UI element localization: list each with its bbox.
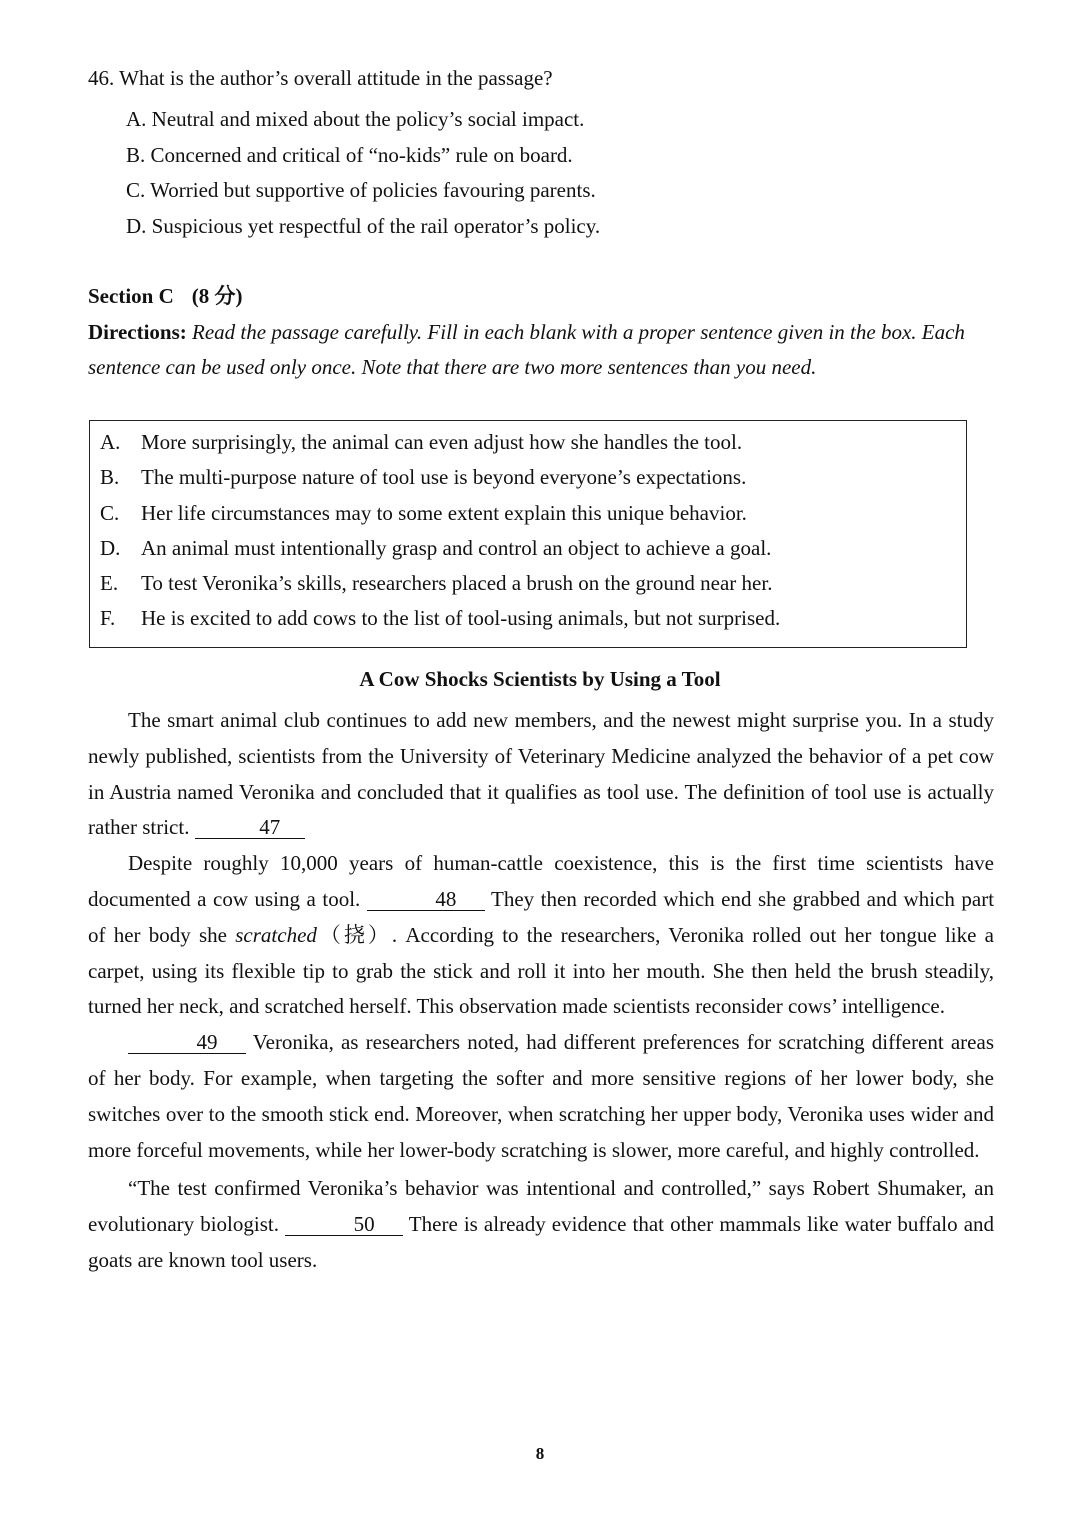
box-option-letter: E. xyxy=(100,571,119,596)
box-option-letter: D. xyxy=(100,535,121,560)
box-option-text: He is excited to add cows to the list of tool-using animals, but not surprised. xyxy=(141,606,781,631)
directions xyxy=(88,315,998,385)
passage-title: A Cow Shocks Scientists by Using a Tool xyxy=(359,667,721,691)
box-option xyxy=(100,496,966,531)
section-points: (8 分) xyxy=(191,284,243,308)
paragraph-2 xyxy=(88,846,994,1025)
paragraph-2-text-b: They then recorded which end she grabbed and which part of her body she xyxy=(88,886,995,947)
box-option-text: Her life circumstances may to some extent explain this unique behavior. xyxy=(141,500,747,525)
sentence-options-box xyxy=(89,420,967,648)
option-a: A. Neutral and mixed about the policy’s social impact. xyxy=(126,107,585,131)
option-d: D. Suspicious yet respectful of the rail operator’s policy. xyxy=(126,213,601,238)
paragraph-1 xyxy=(88,703,994,846)
blank-50: 50 xyxy=(285,1213,403,1236)
passage-body xyxy=(88,703,994,1279)
paragraph-2-text-c: . According to the researchers, Veronika rolled out her tongue like a carpet, using its flexible tip to grab the stick and roll it into her mouth. She then held the brush steadily, turned her neck, and scratched herself. This observation made scientists reconsider cows’ intelligence. xyxy=(88,922,994,1019)
box-option xyxy=(100,531,966,566)
blank-47: 47 xyxy=(195,816,305,839)
box-option xyxy=(100,460,966,495)
section-c-heading xyxy=(88,280,243,310)
box-option xyxy=(100,425,966,460)
box-option-text: More surprisingly, the animal can even adjust how she handles the tool. xyxy=(141,430,743,454)
paragraph-3 xyxy=(88,1025,994,1168)
paragraph-2-text-a: Despite roughly 10,000 years of human-cattle coexistence, this is the first time scientists have documented a cow using a tool. xyxy=(88,851,994,911)
box-option-text: The multi-purpose nature of tool use is beyond everyone’s expectations. xyxy=(141,465,747,490)
section-title: Section C xyxy=(88,284,174,308)
box-option-letter: B. xyxy=(100,465,120,490)
option-b: B. Concerned and critical of “no-kids” rule on board. xyxy=(126,142,573,167)
box-option-text: An animal must intentionally grasp and control an object to achieve a goal. xyxy=(141,535,772,560)
question-46-options xyxy=(126,102,600,244)
paragraph-4-text-a: “The test confirmed Veronika’s behavior was intentional and controlled,” says Robert Shumaker, an evolutionary biologist. xyxy=(88,1176,994,1237)
directions-label: Directions: xyxy=(88,320,187,344)
italic-word: scratched xyxy=(235,922,317,947)
blank-49: 49 xyxy=(128,1031,246,1054)
page-number: 8 xyxy=(535,1444,545,1463)
paragraph-1-text: The smart animal club continues to add new members, and the newest might surprise you. In a study newly published, scientists from the University of Veterinary Medicine analyzed the behavior of a pet cow in Austria named Veronika and concluded that it qualifies as tool use. The definition of tool use is actually rather strict. xyxy=(88,708,994,840)
box-option-letter: F. xyxy=(100,606,116,631)
chinese-gloss: （挠） xyxy=(316,922,392,947)
box-option xyxy=(100,566,966,601)
paragraph-4 xyxy=(88,1171,994,1278)
paragraph-3-text: Veronika, as researchers noted, had different preferences for scratching different areas of her body. For example, when targeting the softer and more sensitive regions of her lower body, she switches over to the smooth stick end. Moreover, when scratching her upper body, Veronika uses wider and more forceful movements, while her lower-body scratching is slower, more careful, and highly controlled. xyxy=(88,1030,994,1162)
option-c: C. Worried but supportive of policies favouring parents. xyxy=(126,178,596,202)
box-option-text: To test Veronika’s skills, researchers placed a brush on the ground near her. xyxy=(141,571,773,596)
box-option-letter: A. xyxy=(100,430,121,454)
question-46-stem: 46. What is the author’s overall attitude in the passage? xyxy=(88,66,553,90)
paragraph-4-text-b: There is already evidence that other mammals like water buffalo and goats are known tool users. xyxy=(88,1212,995,1272)
box-option-letter: C. xyxy=(100,500,120,525)
blank-48: 48 xyxy=(367,888,485,911)
box-option xyxy=(100,601,966,636)
directions-text: Read the passage carefully. Fill in each blank with a proper sentence given in the box. Each sentence can be used only once. Note that there are two more sentences than you need. xyxy=(88,320,965,379)
